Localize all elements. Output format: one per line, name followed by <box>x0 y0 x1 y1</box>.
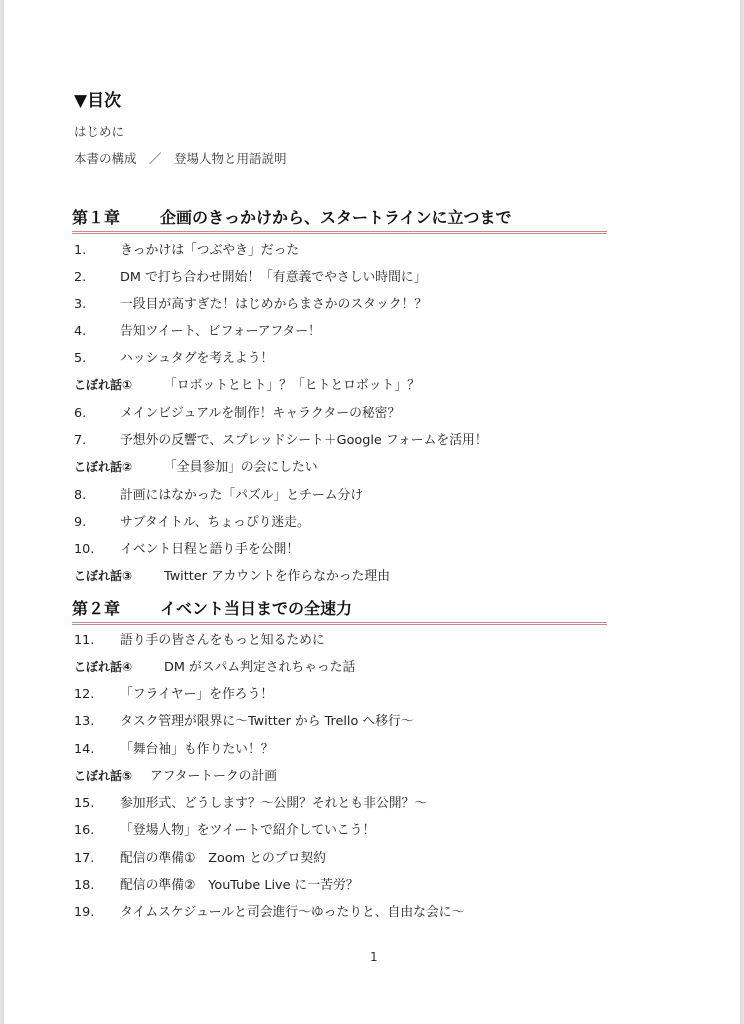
toc-entry: 19. タイムスケジュールと司会進行～ゆったりと、自由な会に～ <box>74 905 465 920</box>
toc-entry: 10. イベント日程と語り手を公開！ <box>74 542 300 557</box>
toc-entry: 13. タスク管理が限界に～Twitter から Trello へ移行～ <box>74 714 414 729</box>
chapter-number: 第２章 <box>72 599 121 618</box>
toc-entry: 11. 語り手の皆さんをもっと知るために <box>74 633 325 648</box>
document-page <box>4 0 740 1024</box>
toc-extra-entry: こぼれ話④ DM がスパム判定されちゃった話 <box>74 660 356 675</box>
toc-entry: 14. 「舞台袖」も作りたい！？ <box>74 742 274 757</box>
toc-heading: ▼目次 <box>74 91 122 111</box>
toc-entry: 8. 計画にはなかった「パズル」とチーム分け <box>74 488 364 503</box>
toc-extra-entry: こぼれ話③ Twitter アカウントを作らなかった理由 <box>74 569 390 584</box>
toc-entry: 16. 「登場人物」をツイートで紹介していこう！ <box>74 823 376 838</box>
chapter-heading <box>72 205 607 234</box>
toc-entry: 17. 配信の準備① Zoom とのプロ契約 <box>74 851 326 866</box>
chapter-title: イベント当日までの全速力 <box>160 599 353 618</box>
toc-entry: 4. 告知ツイート、ビフォーアフター！ <box>74 324 321 339</box>
chapter-title: 企画のきっかけから、スタートラインに立つまで <box>160 208 512 227</box>
chapter-number: 第１章 <box>72 208 121 227</box>
toc-entry: 2. DM で打ち合わせ開始！「有意義でやさしい時間に」 <box>74 270 427 285</box>
toc-entry: 6. メインビジュアルを制作！キャラクターの秘密？ <box>74 406 401 421</box>
intro-item: はじめに <box>74 124 125 139</box>
toc-entry: 7. 予想外の反響で、スプレッドシート＋Google フォームを活用！ <box>74 433 488 448</box>
page-number: 1 <box>370 950 378 964</box>
intro-item: 本書の構成 ／ 登場人物と用語説明 <box>74 151 287 166</box>
chapter-heading <box>72 596 607 625</box>
toc-entry: 9. サブタイトル、ちょっぴり迷走。 <box>74 515 310 530</box>
toc-extra-entry: こぼれ話⑤ アフタートークの計画 <box>74 769 278 784</box>
toc-entry: 1. きっかけは「つぶやき」だった <box>74 243 300 258</box>
toc-extra-entry: こぼれ話② 「全員参加」の会にしたい <box>74 460 318 475</box>
toc-entry: 12. 「フライヤー」を作ろう！ <box>74 687 274 702</box>
toc-entry: 3. 一段目が高すぎた！はじめからまさかのスタック！？ <box>74 297 428 312</box>
toc-extra-entry: こぼれ話① 「ロボットとヒト」？「ヒトとロボット」？ <box>74 378 420 393</box>
toc-entry: 5. ハッシュタグを考えよう！ <box>74 351 274 366</box>
toc-entry: 15. 参加形式、どうします？～公開？それとも非公開？～ <box>74 796 428 811</box>
toc-entry: 18. 配信の準備② YouTube Live に一苦労？ <box>74 878 359 893</box>
